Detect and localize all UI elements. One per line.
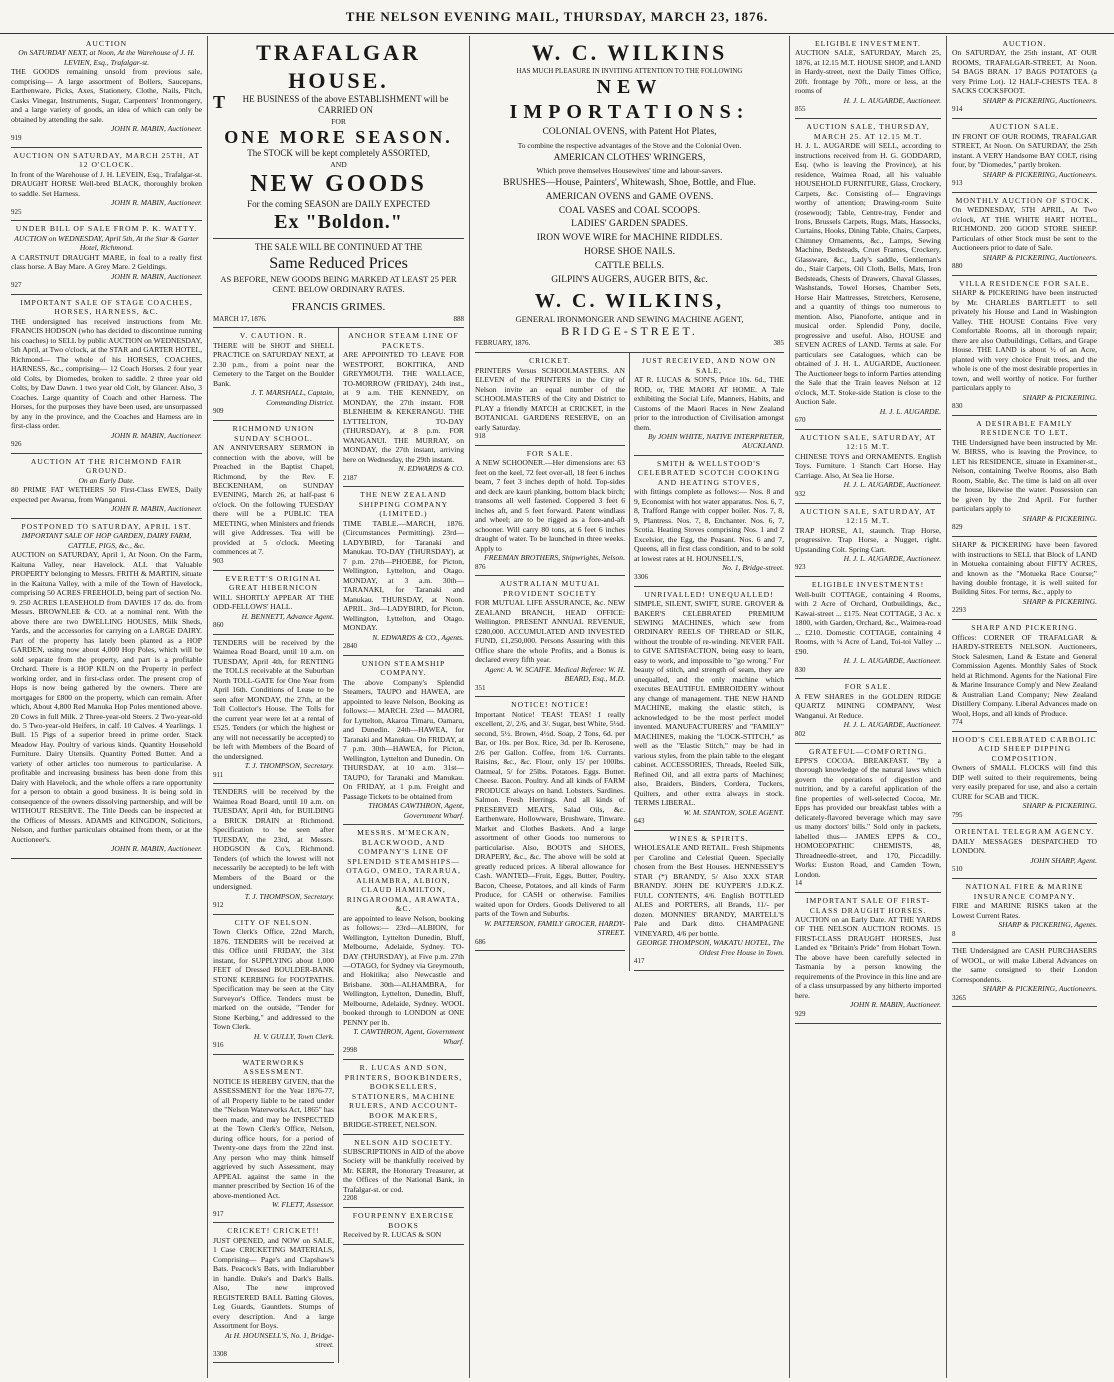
- ad-signature: H. J. L. AUGARDE, Auctioneer.: [843, 656, 941, 666]
- ad-body: FIRE and MARINE RISKS taken at the Lowest Current Rates.: [952, 901, 1097, 920]
- ad-signature: H. V. GULLY, Town Clerk.: [253, 1031, 334, 1041]
- ad-signature: JOHN R. MABIN, Auctioneer.: [111, 271, 202, 281]
- advertisement: [952, 879, 1097, 943]
- advertisement: [11, 36, 202, 148]
- ad-number: 916: [213, 1041, 224, 1050]
- advertisement: [952, 943, 1097, 1007]
- ad-number: 3265: [952, 993, 966, 1002]
- ad-title: MESSRS. M'MECKAN, BLACKWOOD, AND COMPANY'S LINE OF SPLENDID STEAMSHIPS—OTAGO, OMEO, TARARUA, ALHAMBRA, ALBION, CLAUD HAMILTON, RINGAROOMA, ARAWATA, &C.: [346, 828, 461, 914]
- advertisement: [634, 353, 784, 456]
- ad-signature: SHARP & PICKERING, Auctioneers.: [982, 95, 1097, 105]
- ad-number: 923: [795, 563, 806, 572]
- advertisement: [213, 328, 334, 421]
- trafalgar-new-goods: NEW GOODS: [250, 171, 427, 198]
- column-2-left: [213, 328, 339, 1363]
- ad-signature: JOHN R. MABIN, Auctioneer.: [111, 198, 202, 208]
- ad-signature: JOHN R. MABIN, Auctioneer.: [111, 504, 202, 514]
- wilkins-ad: [475, 36, 784, 353]
- ad-signature: JOHN SHARP, Agent.: [1030, 855, 1097, 865]
- advertisement: [343, 1060, 464, 1134]
- trafalgar-intro: THE BUSINESS of the above ESTABLISHMENT will be CARRIED ON: [213, 92, 449, 116]
- ad-number: 686: [475, 937, 486, 946]
- trafalgar-number: 888: [453, 314, 464, 323]
- advertisement: [213, 784, 334, 915]
- ad-subhead: AUCTION on WEDNESDAY, April 5th, At the Star & Garter Hotel, Richmond.: [14, 233, 199, 253]
- advertisement: [343, 825, 464, 1060]
- advertisement: [213, 915, 334, 1055]
- trafalgar-continued: THE SALE WILL BE CONTINUED AT THE: [254, 242, 423, 253]
- trafalgar-reduced: Same Reduced Prices: [269, 254, 408, 272]
- advertisement: [11, 221, 202, 295]
- wilkins-item: COAL VASES and COAL SCOOPS.: [558, 205, 701, 216]
- advertisement: [343, 487, 464, 656]
- ad-title: SHARP AND PICKERING.: [971, 623, 1078, 633]
- ad-title: AUCTION SALE.: [989, 122, 1060, 132]
- ad-number: 2187: [343, 473, 357, 482]
- ad-number: 909: [213, 407, 224, 416]
- advertisement: [795, 119, 941, 430]
- ad-body: AUCTION on SATURDAY, April 1, At Noon. On the Farm, Kaituna Valley, near Havelock. ALL that Valuable PROPERTY belonging to Messrs. FRITH & MARTIN, situate in the Kaituna Valley, with a mile of the Town of Havelock, comprising 50 ACRES FREEHOLD, being part of section No. 9. 250 ACRES LEASEHOLD from DAVIES 17 do. do. from Messrs. BROWNLEE & CO. at a nominal rent. With the above there are two DWELLING HOUSES, Milk Sheds, Yards, and the accessories for carrying on a LARGE DAIRY. Part of the property has lately been planted as a HOP GARDEN, using now about 4,000 Hop Poles, which will be sold separate from the property, and part is a profitable Orchard. There is a HOP KILN on the Property in perfect working order, and in first-class order. The present crop of Hops is now being gathered by the owners. There are mortgages for £800 on the property, which can remain. After which, About 4,800 Red Manuka Hop Poles mentioned above. 20 Cows in full Milk. 2 Three-year-old Steers. 2 Two-year-old do. 5 Two-year-old Heifers, in calf. 10 Calves. 4 Yearlings. 1 Bull. 15 Pigs of a superior breed in prime order. Stack Meadow Hay. Poultry of various kinds. Quantity Household Furniture. Dairy Utensils. Quantity Potted Butter. And a variety of other articles too numerous to particularise. A profitable and increasing business has been done from this Dairy with Havelock, and the whole offers a rare opportunity for a person to obtain a good business. It is being sold in consequence of the owners dissolving partnership, and will be WITHOUT RESERVE. The Title Deeds can be inspected at the Offices of Messrs. ADAMS and KINGDON, Solicitors, Nelson, and further particulars obtained from them, or at the Auctioneer's.: [11, 550, 202, 844]
- ad-number: 670: [795, 416, 806, 425]
- wilkins-lead: HAS MUCH PLEASURE IN INVITING ATTENTION TO THE FOLLOWING: [516, 66, 743, 75]
- ad-signature: SHARP & PICKERING, Auctioneers.: [982, 169, 1097, 179]
- advertisement: [213, 571, 334, 635]
- ad-signature: H. J. L. AUGARDE, Auctioneer.: [843, 480, 941, 490]
- advertisement: [795, 679, 941, 743]
- ad-title: ANCHOR STEAM LINE OF PACKETS.: [348, 331, 459, 350]
- ad-number: 830: [795, 665, 806, 674]
- trafalgar-and: AND: [330, 159, 347, 169]
- ad-number: 2293: [952, 606, 966, 615]
- wilkins-item: COLONIAL OVENS, with Patent Hot Plates,: [542, 127, 717, 138]
- ad-title: NELSON AID SOCIETY.: [354, 1137, 453, 1147]
- ad-title: R. LUCAS AND SON, PRINTERS, BOOKBINDERS, BOOKSELLERS, STATIONERS, MACHINE RULERS, AND ACCOUNT-BOOK MAKERS,: [344, 1063, 463, 1120]
- advertisement: [213, 1223, 334, 1363]
- ad-title: WINES & SPIRITS.: [669, 833, 749, 843]
- ad-title: GRATEFUL—COMFORTING.: [808, 746, 928, 756]
- wilkins-new-importations: NEW IMPORTATIONS:: [509, 76, 750, 124]
- ad-signature: W. PATTERSON, FAMILY GROCER, HARDY-STREET.: [484, 918, 625, 938]
- wilkins-item: BRUSHES—House, Painters', Whitewash, Shoe, Bottle, and Flue.: [503, 177, 756, 188]
- ad-body: THE GOODS remaining unsold from previous sale, comprising— A large assortment of Bollers, Saucepans, Earthenware, Picks, Axes, Stationery, Clothe, Nails, Pitch, Casks Vinegar, Instruments, Sugar, Carpenters' Ironmongery, and a large variety of goods, an idea of which can only be obtained by attending the sale.: [11, 67, 202, 124]
- ad-title: AUCTION.: [1002, 39, 1047, 48]
- trafalgar-house-ad: [213, 36, 464, 328]
- ad-signature: By JOHN WHITE, NATIVE INTERPRETER, AUCKLAND.: [648, 432, 784, 451]
- ad-number: 8: [952, 929, 956, 938]
- page-columns: [6, 36, 1108, 1378]
- ad-signature: T. J. THOMPSON, Secretary.: [244, 891, 334, 901]
- ad-number: 774: [952, 718, 963, 727]
- ad-body: On SATURDAY, the 25th instant, AT OUR ROOMS, TRAFALGAR-STREET, At Noon. 54 BAGS BRAN. 17 BAGS POTATOES (a very Prime Lot). 12 HALF-CHESTS TEA. 8 SACKS COCKSFOOT.: [952, 48, 1097, 96]
- ad-title: CITY OF NELSON.: [234, 917, 313, 927]
- ad-title: AUCTION SALE, SATURDAY, AT 12:15 M.T.: [799, 432, 937, 452]
- ad-signature: GEORGE THOMPSON, WAKATU HOTEL, The Oldest Free House in Town.: [636, 938, 784, 957]
- ad-title: SMITH & WELLSTOOD'S CELEBRATED SCOTCH COOKING AND HEATING STOVES,: [637, 458, 781, 487]
- ad-number: 927: [11, 281, 22, 290]
- ad-body: Important Notice! TEAS! TEAS! I really excellent, 2/, 2/6, and 3/. Sugar, best White, 5½d. second, 5½. Brown, 4½d. Soap, 2 Tons, 6d. per Bar, or 10s. per Box. Rice, 3d. per lb. Kerosene, 2/6 per Gallon. Coffee, from 1/6. Currants. Raisins, &c., &c. Flour, only 15/ per 100lbs. Oatmeal, 5/ for 25lbs. Potatoes. Eggs. Butter. Cheese. Bacon. Poultry. And all kinds of FARM PRODUCE always on hand. Lobsters. Sardines. Salmon. Fresh Herrings. And all kinds of PRESERVED MEATS, Salad Oils, &c. Earthenware, Hollowware, Brushware, Tinware. Market and Clothes Baskets. And a large assortment of other Goods too numerous to particularise. Also, BOOTS and SHOES, DRAPERY, &c., &c. The above will be sold at greatly reduced prices. A liberal allowance for Cash. WANTED—Fruit, Eggs, Butter, Poultry, Bacon, Cheese, Potatoes, and all kinds of Farm Produce, for CASH or otherwise. Families waited upon for Orders. Goods Delivered to all parts of the Town and Suburbs.: [475, 709, 625, 919]
- ad-signature: H. J. L. AUGARDE.: [879, 406, 941, 416]
- advertisement: [952, 537, 1097, 620]
- ad-number: 911: [213, 770, 224, 779]
- ad-title: HOOD'S CELEBRATED CARBOLIC ACID SHEEP DIPPING COMPOSITION.: [952, 734, 1097, 763]
- advertisement: [213, 635, 334, 785]
- advertisement: [343, 656, 464, 825]
- ad-body: A NEW SCHOONER.—Her dimensions are: 63 feet on the keel, 72 feet over-all, 18 feet 6 inches beam, 7 feet 3 inches depth of hold. Top-sides and deck are kauri planking, bottom black birch; transoms all well fastened. Coppered 3 feet 6 inches aft, and 5 feet forward. Patent windlass and wheel; are to be rigged as a fore-and-aft schooner. Will carry 80 tons, at 6 feet 6 inches draught of water. To be launched in three weeks. Apply to: [475, 458, 625, 553]
- ad-body: In front of the Warehouse of J. H. LEVEIN, Esq., Trafalgar-st. DRAUGHT HORSE Well-bred BLACK, thoroughly broken to saddle. Set Harness.: [11, 169, 202, 198]
- wilkins-item: Which prove themselves Housewives' time and labour-savers.: [536, 166, 723, 176]
- ad-title: EVERETT'S ORIGINAL GREAT HIBERNICON: [225, 573, 322, 593]
- advertisement: [952, 36, 1097, 119]
- ad-signature: SHARP & PICKERING.: [1022, 596, 1097, 606]
- ad-number: 802: [795, 729, 806, 738]
- advertisement: [952, 276, 1097, 416]
- advertisement: [343, 1135, 464, 1209]
- ad-body: Offices: CORNER OF TRAFALGAR & HARDY-STREETS NELSON. Auctioneers, Stock Salesmen, Land & Estate and General Commission Agents. Monthly Sales of Stock held at Richmond. Agents for the National Fire & Marine Insurance Comp'y and New Zealand & Australian Land Company; New Zealand Distillery Company. Liberal Advances made on Wool, Hops, and all kinds of Produce.: [952, 632, 1097, 718]
- column-1: [6, 36, 208, 1378]
- ad-body: AT R. LUCAS & SON'S, Price 10s. 6d., THE ROD, or, THE MAORI AT HOME. A Tale exhibiting the Social Life, Manners, Habits, and Customs of the Maori Races in New Zealand prior to the introduction of Civilisation amongst them.: [634, 375, 784, 432]
- ad-title: ORIENTAL TELEGRAM AGENCY.: [954, 827, 1095, 837]
- ad-body: BRIDGE-STREET, NELSON.: [343, 1120, 437, 1130]
- advertisement: [795, 504, 941, 578]
- ad-body: The above Company's Splendid Steamers, TAUPO and HAWEA, are appointed to leave Nelson, Booking as follows:— MARCH. 23rd — MAORI, for Lyttelton, Akaroa Timaru, Oamaru, and Dunedin. 24th—HAWEA, for Taranaki and Manukau. On FRIDAY, at 7 p.m. 30th—HAWEA, for Picton, Wellington, Lyttelton and Dunedin. On THURSDAY, at 10 a.m. 31st—TAUPO, for Taranaki and Manukau. On FRIDAY, at 1 p.m. Freight and Passage Tickets to be obtained from: [343, 677, 464, 801]
- wilkins-date: FEBRUARY, 1876.: [475, 339, 531, 348]
- ad-signature: T. CAWTHRON, Agent, Government Wharf.: [353, 1027, 464, 1046]
- advertisement: [795, 36, 941, 119]
- ad-number: 351: [475, 683, 486, 692]
- ad-signature: SHARP & PICKERING, Auctioneers.: [982, 252, 1097, 262]
- advertisement: [952, 824, 1097, 879]
- ad-signature: T. J. THOMPSON, Secretary.: [244, 761, 334, 771]
- advertisement: [795, 744, 941, 894]
- ad-title: VILLA RESIDENCE FOR SALE.: [959, 278, 1090, 288]
- ad-body: Town Clerk's Office, 22nd March, 1876. TENDERS will be received at this Office until FRIDAY, the 31st instant, for SUPPLYING about 1,000 FEET of Dressed BOULDER-BANK STONE KERBING for FOOTPATHS. Specification may be seen at the City Surveyor's Office. Tenders must be marked on the outside, "Tender for Stone Kerbing," and addressed to the Town Clerk.: [213, 927, 334, 1032]
- ad-body: WILL SHORTLY APPEAR AT THE ODD-FELLOWS' HALL.: [213, 592, 334, 612]
- advertisement: [952, 416, 1097, 537]
- ad-number: 2840: [343, 642, 357, 651]
- ad-body: AN ANNIVERSARY SERMON in connection with the above, will be Preached in the Baptist Chapel, Richmond, by the Rev. F. BECKENHAM, on SUNDAY EVENING, March 26, at half-past 6 o'clock. On the following TUESDAY there will be a PUBLIC TEA MEETING, when Ministers and friends will give Addresses. Tea will be provided at 5 o'clock. Meeting commences at 7.: [213, 443, 334, 557]
- column-3-right: [630, 353, 784, 971]
- ad-body: TENDERS will be received by the Waimea Road Board, until 10 a.m. on TUESDAY, April 4th, for BUILDING a BRICK DRAIN at Richmond. Specification to be seen after TUESDAY, the 23rd, at Messrs. HODGSON & Co's, Richmond. Tenders (of which the lowest will not necessarily be accepted) to be left with Members of the Board or the undersigned.: [213, 787, 334, 892]
- ad-number: 417: [634, 957, 645, 966]
- wilkins-item: GILPIN'S AUGERS, AUGER BITS, &c.: [551, 274, 708, 285]
- ad-body: ARE APPOINTED TO LEAVE FOR WESTPORT, BOKITIKA, AND GREYMOUTH. THE WALLACE, TO-MORROW (FRIDAY), 24th inst., at 9 a.m. THE KENNEDY, on MONDAY, the 27th instant. FOR BLENHEIM & KEKERANGU. THE LYTTELTON, TO-DAY (THURSDAY), at 8 p.m. FOR WANGANUI. THE MURRAY, on MONDAY, the 27th instant, arriving here on Wednesday, the 29th instant.: [343, 350, 464, 464]
- ad-signature: SHARP & PICKERING, Auctioneers.: [982, 984, 1097, 994]
- wilkins-item: IRON WOVE WIRE for MACHINE RIDDLES.: [536, 233, 723, 244]
- ad-title: UNION STEAMSHIP COMPANY.: [361, 658, 446, 678]
- ad-title: POSTPONED TO SATURDAY, APRIL 1ST.: [21, 521, 192, 531]
- ad-body: PRINTERS Versus SCHOOLMASTERS. AN ELEVEN of the PRINTERS in the City of Nelson invite an equal number of the SCHOOLMASTERS of the City and District to PLAY a friendly MATCH at CRICKET, in the BOTANICAL GARDENS RESERVE, on an early Saturday.: [475, 365, 625, 432]
- ad-body: SHARP & PICKERING have been instructed by Mr. CHARLES BARTLETT to sell privately his House and Land in Washington Valley. THE HOUSE Contains Five very Comfortable Rooms, all in thorough repair; there are also Outbuildings, Cellars, and Grape House. THE LAND is about ½ of an Acre, planted with very choice Fruit trees, and the whole is one of the most desirable properties in town, and well worthy of notice. For further particulars apply to: [952, 288, 1097, 393]
- wilkins-title: W. C. WILKINS: [531, 40, 728, 65]
- ad-title: RICHMOND UNION SUNDAY SCHOOL.: [232, 424, 315, 443]
- trafalgar-for: FOR: [331, 116, 346, 126]
- ad-body: AUCTION SALE, SATURDAY, March 25, 1876, at 12.15 M.T. HOUSE SHOP, and LAND in Hardy-street, next the Daily Times Office, 20ft. frontage by 70ft., more or less, at the rooms of: [795, 48, 941, 96]
- ad-body: On WEDNESDAY, 5TH APRIL, At Two o'clock, AT THE WHITE HART HOTEL, RICHMOND. 200 GOOD STORE SHEEP. Particulars of other Stock must be sent to the Auctioneers prior to date of Sale.: [952, 205, 1097, 253]
- advertisement: [952, 732, 1097, 825]
- ad-signature: JOHN R. MABIN, Auctioneer.: [111, 124, 202, 134]
- wilkins-name: W. C. WILKINS,: [534, 289, 725, 312]
- ad-number: 876: [475, 562, 486, 571]
- wilkins-item: LADIES' GARDEN SPADES.: [571, 219, 688, 230]
- advertisement: [475, 353, 625, 446]
- advertisement: [11, 295, 202, 454]
- trafalgar-stock: The STOCK will be kept completely ASSORTED,: [247, 148, 430, 159]
- advertisement: [952, 193, 1097, 276]
- ad-signature: J. T. MARSHALL, Captain, Commanding District.: [251, 388, 334, 407]
- wilkins-item: CATTLE BELLS.: [594, 261, 665, 271]
- ad-title: AUCTION: [85, 39, 128, 48]
- ad-body: Received by R. LUCAS & SON: [343, 1230, 442, 1240]
- ad-signature: N. EDWARDS & CO., Agents.: [372, 632, 464, 642]
- ad-number: 2208: [343, 1194, 357, 1203]
- ad-title: ELIGIBLE INVESTMENT.: [815, 39, 921, 48]
- ad-body: with fittings complete as follows:— Nos. 8 and 9, Economist with hot water apparatus. Nos. 6, 7, 8, Trafford Range with copper boiler. Nos. 7, 8, 9, Plantress. Nos. 7, 8, Enchanter. Nos. 6, 7, Scotia. Heating Stoves comprising Nos. 1 and 2 Excelsior, the Egg, the Peasant. Nos. 6 and 7, Queens, all in first class condition, and to be sold at lowest rates at H. HOUNSELL'S,: [634, 487, 784, 563]
- ad-title: V. CAUTION. R.: [239, 331, 308, 341]
- ad-body: 80 PRIME FAT WETHERS 50 First-Class EWES, Daily expected per Awarua, from Wanganui.: [11, 485, 202, 504]
- wilkins-item: AMERICAN CLOTHES' WRINGERS,: [553, 152, 706, 163]
- ad-body: FOR MUTUAL LIFE ASSURANCE, &c. NEW ZEALAND BRANCH, HEAD OFFICE: Wellington. PRESENT ANNUAL REVENUE, £280,000. ACCUMULATED AND INVESTED FUND, £1,250,000. Persons Assuring with this Office share the whole Profits, and a Bonus is declared every fifth year.: [475, 598, 625, 665]
- wilkins-number: 385: [773, 339, 784, 348]
- trafalgar-title: TRAFALGAR HOUSE.: [256, 40, 421, 93]
- advertisement: [634, 831, 784, 971]
- ad-number: 925: [11, 207, 22, 216]
- ad-title: NOTICE! NOTICE!: [511, 700, 589, 710]
- ad-title: WATERWORKS ASSESSMENT.: [242, 1057, 305, 1077]
- advertisement: [475, 446, 625, 577]
- trafalgar-season: ONE MORE SEASON.: [224, 126, 453, 147]
- ad-signature: H. BENNETT, Advance Agent.: [241, 611, 334, 621]
- ad-number: 795: [952, 810, 963, 819]
- advertisement: [952, 620, 1097, 732]
- ad-number: 643: [634, 817, 645, 826]
- ad-body: THE Undersigned have been instructed by Mr. W. BIRSS, who is leaving the Province, to LET his RESIDENCE, situate in Examiner-st., Nelson, containing Twelve Rooms, also Bath Room, Stable, &c. The time is laid on all over the house, likewise the water. Possession can be given by the 2nd April. For further particulars apply to: [952, 437, 1097, 514]
- ad-signature: FREEMAN BROTHERS, Shipwrights, Nelson.: [484, 553, 625, 563]
- column-3-left: [475, 353, 630, 971]
- ad-title: THE NEW ZEALAND SHIPPING COMPANY (LIMITED.): [358, 490, 449, 519]
- ad-body: CHINESE TOYS and ORNAMENTS. English Toys. Furniture. 1 Stanch Cart Horse. Hay Carriage. Also, At Sea lie Horse.: [795, 451, 941, 480]
- ad-subhead: On an Early Date.: [78, 475, 135, 485]
- ad-number: 2998: [343, 1046, 357, 1055]
- trafalgar-rates: AS BEFORE, NEW GOODS BEING MARKED AT LEAST 25 PER CENT. BELOW ORDINARY RATES.: [220, 273, 457, 295]
- ad-signature: THOMAS CAWTHRON, Agent, Government Wharf.: [368, 801, 464, 820]
- ad-body: WHOLESALE AND RETAIL. Fresh Shipments per Caroline and Celestial Queen. Specially chosen from the Best Houses. HENNESSEY'S STAR (*) BRANDY, 5/ Also XXX STAR BRANDY. JOHN DE KUYPER'S J.D.K.Z. FULL CONTENTS, 4/6. English BOTTLED ALES and PORTERS, all Brands, 11/- per dozen. MONNIES' BRANDY, MARTELL'S Pale and Dark ditto. CHAMPAGNE VINEYARD, 4/6 per bottle.: [634, 843, 784, 938]
- wilkins-item: HORSE SHOE NAILS.: [583, 247, 676, 258]
- ad-signature: SHARP & PICKERING.: [1022, 392, 1097, 402]
- wilkins-street: BRIDGE-STREET.: [561, 324, 698, 339]
- ad-title: IMPORTANT SALE OF STAGE COACHES, HORSES, HARNESS, &C.: [20, 297, 193, 317]
- ad-body: SHARP & PICKERING have been favored with instructions to SELL that Block of LAND in Motueka containing about FIFTY ACRES, and known as the "Motueka Race Course;" having double frontage, it is well suited for Building Sites. For terms, &c., apply to: [952, 540, 1097, 597]
- ad-title: AUCTION ON SATURDAY, MARCH 25TH, AT 12 O'CLOCK.: [13, 150, 200, 170]
- ad-signature: W. FLETT, Assessor.: [271, 1200, 334, 1210]
- ad-title: NATIONAL FIRE & MARINE INSURANCE COMPANY.: [965, 882, 1084, 901]
- ad-number: 929: [795, 1009, 806, 1018]
- advertisement: [475, 697, 625, 951]
- ad-body: are appointed to leave Nelson, booking as follows:— 23rd—ALBION, for Wellington, Lyttelton Dunedin, Bluff, Melbourne, Adelaide, Sydney. TO-DAY (THURSDAY), at Five p.m. 27th—OTAGO, for Sydney via Greymouth, and Hokitika; also Newcastle and Brisbane. 30th—ALHAMBRA, for Wellington, Lyttelton, Dunedin, Bluff, Melbourne, Adelaide, Sydney. WOOL booked through to LONDON at ONE PENNY per lb.: [343, 913, 464, 1027]
- ad-body: DAILY MESSAGES DESPATCHED TO LONDON.: [952, 836, 1097, 856]
- advertisement: [11, 148, 202, 222]
- ad-body: TRAP HORSE, A1, staunch. Trap Horse, progressive. Trap Horse, a Nugget, right. Upstanding Colt. Spring Cart.: [795, 525, 941, 554]
- ad-title: FOR SALE.: [844, 682, 892, 692]
- trafalgar-ex-boldon: Ex "Boldon.": [274, 211, 403, 234]
- advertisement: [634, 456, 784, 587]
- trafalgar-signature: FRANCIS GRIMES.: [291, 300, 386, 313]
- ad-body: TIME TABLE.—MARCH, 1876. (Circumstances Permitting). 23rd—LADYBIRD, for Taranaki and Manukau. TO-DAY (THURSDAY), at 7 p.m. 27th—PHOEBE, for Picton, Wellington, Lyttelton, and Otago. MONDAY, at 3 a.m. 30th—TARANAKI, for Taranaki and Manukau. THURSDAY, at Noon. APRIL. 3rd—LADYBIRD, for Picton, Wellington, Lyttelton, and Otago. MONDAY.: [343, 518, 464, 633]
- ad-title: CRICKET.: [529, 356, 571, 366]
- ad-signature: N. EDWARDS & CO.: [398, 464, 464, 474]
- ad-title: CRICKET! CRICKET!!: [227, 1226, 320, 1236]
- advertisement: [343, 328, 464, 487]
- column-4: [790, 36, 947, 1378]
- ad-number: 914: [952, 105, 963, 114]
- ad-signature: H. J. L. AUGARDE, Auctioneer.: [843, 720, 941, 730]
- ad-subhead: On SATURDAY NEXT, at Noon, At the Warehouse of J. H. LEVIEN, Esq., Trafalgar-st.: [18, 48, 195, 67]
- ad-signature: At H. HOUNSELL'S, No. 1, Bridge-street.: [225, 1330, 334, 1350]
- ad-title: A DESIRABLE FAMILY RESIDENCE TO LET.: [976, 418, 1073, 438]
- ad-title: JUST RECEIVED, AND NOW ON SALE,: [641, 356, 777, 375]
- ad-signature: SHARP & PICKERING.: [1022, 513, 1097, 523]
- ad-number: 830: [952, 402, 963, 411]
- ad-body: EPPS'S COCOA. BREAKFAST. "By a thorough knowledge of the natural laws which govern the operations of digestion and nutrition, and by a careful application of the fine properties of well-selected Cocoa, Mr. Epps has provided our breakfast tables with a delicately-flavored beverage which may save us many doctors' bills." Sold only in packets, labelled thus— JAMES EPPS & CO., HOMOEOPATHIC CHEMISTS, 48, Threadneedle-street, and 170, Piccadilly. Works: Euston Road, and Camden Town, London.: [795, 755, 941, 879]
- ad-number: 918: [475, 432, 486, 440]
- ad-subhead: IMPORTANT SALE OF HOP GARDEN, DAIRY FARM, CATTLE, PIGS, &c., &c.: [21, 531, 192, 550]
- ad-body: Owners of SMALL FLOCKS will find this DIP well suited to their requirements, being very easily prepared for use, and also a certain CURE for SCAB and TICK.: [952, 763, 1097, 801]
- column-3: [470, 36, 790, 1378]
- ad-title: FOURPENNY EXERCISE BOOKS: [352, 1211, 455, 1230]
- ad-body: NOTICE IS HEREBY GIVEN, that the ASSESSMENT for the Year 1876-77, of all Property liable to be rated under the "Nelson Waterworks Act, 1865" has been made, and may be INSPECTED at the Town Clerk's Office, Nelson, during office hours, for a period of Twenty-one days from the 22nd inst. Any person who may think himself aggrieved by such Assessment, may APPEAL against the same in the manner prescribed by Section 16 of the above-mentioned Act.: [213, 1076, 334, 1200]
- advertisement: [213, 1055, 334, 1224]
- ad-title: MONTHLY AUCTION OF STOCK.: [955, 195, 1094, 205]
- advertisement: [343, 1208, 464, 1244]
- ad-title: AUSTRALIAN MUTUAL PROVIDENT SOCIETY: [500, 579, 600, 598]
- column-2-right: [339, 328, 464, 1363]
- advertisement: [11, 454, 202, 519]
- ad-number: 912: [213, 901, 224, 910]
- ad-number: 14: [795, 879, 802, 888]
- ad-signature: SHARP & PICKERING, Agents.: [998, 920, 1097, 930]
- ad-body: THE undersigned has received instructions from Mr. FRANCIS HODSON (who has decided to discontinue running his coaches) to SELL by public AUCTION on WEDNESDAY, 5th April, at Two o'clock, at the STAR and GARTER HOTEL, Richmond— The whole of his HORSES, COACHES, HARNESS, &c., comprising— 12 Coach Horses. 2 four year old Colts, by Diomedes, broken to saddle. 2 three year old Colts, by Daw Dawn. 1 two year old Colt, by Glancer. Also, 3 Coaches. Large quantity of Coach and other Harness. The Horses, for the purposes they have been used, are unsurpassed by any in the province, and the Coaches and Harness are in first-class order.: [11, 316, 202, 431]
- ad-body: THERE will be SHOT and SHELL PRACTICE on SATURDAY NEXT, at 2.30 p.m., from a point near the Cemetery to the Target on the Boulder Bank.: [213, 340, 334, 388]
- wilkins-items: [475, 127, 784, 287]
- ad-title: UNDER BILL OF SALE FROM P. K. WATTY.: [15, 224, 198, 234]
- ad-number: 913: [952, 179, 963, 188]
- ad-signature: H. J. L. AUGARDE, Auctioneer.: [843, 553, 941, 563]
- ad-signature: Agent: A. W. SCAIFE. Medical Referee: W. H. BEARD, Esq., M.D.: [485, 664, 625, 684]
- ad-signature: W. M. STANTON, SOLE AGENT.: [683, 807, 784, 817]
- ad-body: JUST OPENED, and NOW on SALE, 1 Case CRICKETING MATERIALS, Comprising— Page's and Clapshaw's Bats. Peacock's Bats, with Indiarubber in handle. Duke's and Dark's Balls. Also, The new improved REGISTERED BALL Batting Gloves, Leg Guards, Gauntlets. Stumps of every description. And a large Assortment for Boys.: [213, 1235, 334, 1331]
- ad-number: 510: [952, 865, 963, 874]
- ad-title: FOR SALE.: [526, 448, 574, 458]
- ad-body: A FEW SHARES in the GOLDEN RIDGE QUARTZ MINING COMPANY, West Wanganui. At Reduce.: [795, 691, 941, 720]
- ad-body: THE Undersigned are CASH PURCHASERS of WOOL, or will make Liberal Advances on the same consigned to their London Correspondents.: [952, 946, 1097, 984]
- trafalgar-date: MARCH 17, 1876.: [213, 314, 267, 323]
- ad-title: AUCTION AT THE RICHMOND FAIR GROUND.: [30, 456, 183, 476]
- advertisement: [213, 421, 334, 571]
- ad-body: SUBSCRIPTIONS in AID of the above Society will be thankfully received by Mr. KERR, the Honorary Treasurer, at the Offices of the National Bank, in Trafalgar-st. or cod.: [343, 1146, 464, 1194]
- ad-body: TENDERS will be received by the Waimea Road Board, until 10 a.m. on TUESDAY, April 4th, for RENTING the TOLLS receivable at the Suburban North TOLL-GATE for One Year from April 16th. Conditions of Lease to be seen after MONDAY, the 27th, at the Toll Collector's House. The Tolls for the current year were let at a rental of £525. Tenders (or which the highest or any will not necessarily be accepted) to be left with Members of the Board of the undersigned.: [213, 637, 334, 761]
- ad-signature: JOHN R. MABIN, Auctioneer.: [850, 1000, 941, 1010]
- ad-number: 932: [795, 489, 806, 498]
- ad-signature: H. J. L. AUGARDE, Auctioneer.: [843, 95, 941, 105]
- ad-number: 855: [795, 105, 806, 114]
- ad-title: UNRIVALLED! UNEQUALLED!: [644, 589, 774, 599]
- wilkins-item: To combine the respective advantages of the Stove and the Colonial Oven.: [517, 141, 742, 151]
- ad-number: 926: [11, 440, 22, 449]
- ad-signature: JOHN R. MABIN, Auctioneer.: [111, 430, 202, 440]
- ad-number: 3308: [213, 1349, 227, 1358]
- column-2: [208, 36, 470, 1378]
- column-5: [947, 36, 1102, 1378]
- wilkins-trade: GENERAL IRONMONGER AND SEWING MACHINE AGENT,: [515, 313, 744, 324]
- advertisement: [11, 519, 202, 859]
- ad-body: IN FRONT OF OUR ROOMS, TRAFALGAR STREET, At Noon. On SATURDAY, the 25th instant. A VERY Handsome BAY COLT, rising four, by "Diomedes," partly broken.: [952, 131, 1097, 170]
- ad-signature: SHARP & PICKERING.: [1022, 801, 1097, 811]
- ad-body: H. J. L. AUGARDE will SELL, according to instructions received from H. G. GODDARD, Esq. (who is leaving the Province), at his residence, Waimea Road, all his valuable HOUSEHOLD FURNITURE, Glass, Crockery, Carpets, &c. Consisting of— Engravings worthy of attention; Drawing-room Suite (rosewood); Table, Centre-tray, Fender and Irons, Brussels Carpets, Rugs, Mats, Hassocks, Curtains, Hooks, Dining Table, Chairs, Carpets, Chimney Ornaments, &c., Lamps, Sewing Machine, Bedsteads, Cruet Frames, Crockery, Glassware, &c., Lady's saddle, Gentleman's do., Stair Carpets, Oil Cloth, Bells, Mats, Iron Bedsteads, Chests of Drawers, Chaval Glasses, Washstands, Towel Horses, Chamber Sets, Horse Hair Mattresses, Stretchers, Kerosene, and a quantity of things too numerous to mention. Also, Pianoforte, antique and in musical order. Splendid Pony, docile, progressive and useful. Also, HOUSE and SEVEN ACRES of LAND. Terms at sale. For particulars see Catalogues, which can be obtained of J. H. L. AUGARDE, Auctioneer. The Auctioneer begs to inform Parties attending the Sale that the Train leaves Nelson at 12 o'clock, M.T. Stoke-side Station is close to the Auction Sale.: [795, 141, 941, 407]
- ad-number: 903: [213, 556, 224, 565]
- ad-number: 917: [213, 1209, 224, 1218]
- ad-number: 860: [213, 621, 224, 630]
- ad-body: SIMPLE, SILENT, SWIFT, SURE. GROVER & BAKER'S CELEBRATED PREMIUM SEWING MACHINES, which sew from ORDINARY REELS OF THREAD or SILK, without the trouble of re-winding. NEVER FAIL to GIVE SATISFACTION, being easy to learn, easy to work, and impossible to "go wrong." For beauty of stitch, and strength of seam, they are unequalled, and the only machine which executes BEAUTIFUL EMBROIDERY without any change of management. THE NEW HAND MACHINE, making the elastic stitch, is acknowledged to be the most perfect model invented. MANUFACTURERS' and "FAMILY" MACHINES, making the "LOCK-STITCH," as well as the "Elastic Stitch," may be had in various styles, from the plain table to the elegant cabinet. ACCESSORIES, Threads, Reeled Silk, Refined Oil, and all extra parts of Machines; also, Braiders, Binders, Cordera, Tuckers, Quilters, and other extra always in stock. TERMS LIBERAL.: [634, 599, 784, 808]
- advertisement: [795, 430, 941, 504]
- advertisement: [475, 576, 625, 697]
- ad-number: 3306: [634, 572, 648, 581]
- advertisement: [952, 119, 1097, 193]
- ad-title: AUCTION SALE, THURSDAY, MARCH 25. AT 12.15 M.T.: [806, 122, 930, 141]
- advertisement: [795, 893, 941, 1024]
- masthead: THE NELSON EVENING MAIL, THURSDAY, MARCH 23, 1876.: [0, 0, 1114, 34]
- ad-number: 829: [952, 523, 963, 532]
- wilkins-item: AMERICAN OVENS and GAME OVENS.: [545, 191, 714, 202]
- ad-body: Well-built COTTAGE, containing 4 Rooms, with 2 Acre of Orchard, Outbuildings, &c., Kawai-street ... £175. Neat COTTAGE, 3 Ac. x 1800, with Garden, Orchard, &c., Waimea-road ... £210. Domestic COTTAGE, containing 4 Rooms, with ¼ Acre of Land, Toi-toi Valley ... £90.: [795, 589, 941, 656]
- advertisement: [634, 587, 784, 831]
- ad-title: IMPORTANT SALE OF FIRST-CLASS DRAUGHT HORSES.: [806, 896, 930, 915]
- ad-number: 880: [952, 262, 963, 271]
- ad-body: A CARSTNUT DRAUGHT MARE, in foal to a really first class horse. A Bay Mare. A Grey Mare. 2 Geldings.: [11, 252, 202, 272]
- ad-signature: JOHN R. MABIN, Auctioneer.: [111, 844, 202, 854]
- advertisement: [795, 577, 941, 679]
- ad-title: ELIGIBLE INVESTMENTS!: [811, 580, 925, 590]
- ad-number: 919: [11, 133, 22, 142]
- trafalgar-expected: For the coming SEASON are DAILY EXPECTED: [247, 199, 430, 210]
- ad-signature: No. 1, Bridge-street.: [722, 563, 784, 573]
- ad-body: AUCTION on an Early Date. AT THE YARDS OF THE NELSON AUCTION ROOMS. 15 FIRST-CLASS DRAUGHT HORSES, Just Landed ex "Britain's Pride" from Hobart Town. The above have been carefully selected in Tasmania by a person knowing the requirements of the Province in this line and are of a class unsurpassed by any hitherto imported here.: [795, 915, 941, 1000]
- ad-title: AUCTION SALE, SATURDAY, AT 12:15 M.T.: [799, 506, 937, 526]
